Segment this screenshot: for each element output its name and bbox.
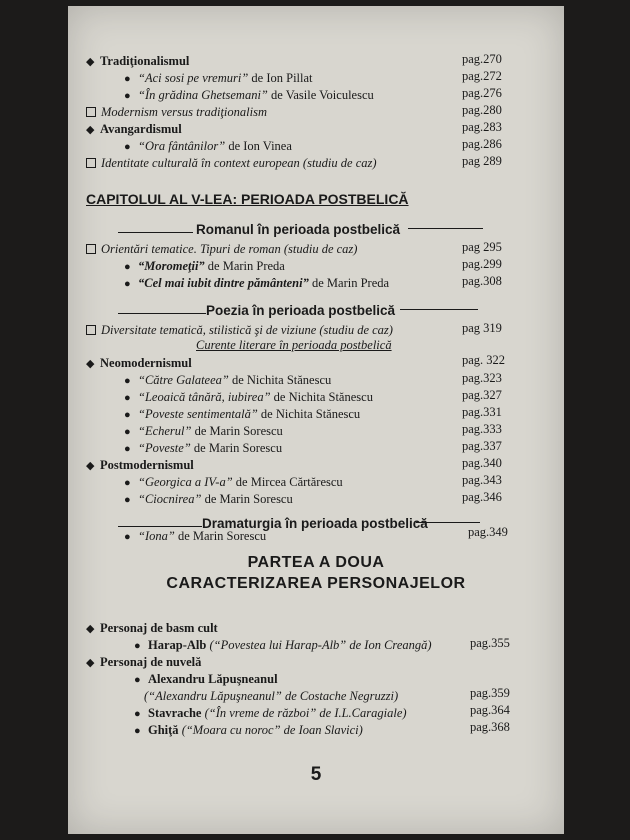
diamond-icon: ◆: [86, 358, 95, 370]
checkbox-square-icon: [86, 244, 96, 254]
subsection-heading-dramaturgia: Dramaturgia în perioada postbelică: [202, 516, 428, 531]
page-ref: pag. 322: [462, 353, 506, 367]
page-ref: pag.276: [462, 86, 502, 100]
page-ref: pag.340: [462, 456, 502, 470]
diamond-icon: ◆: [86, 657, 95, 669]
toc-curente-literare: Curente literare în perioada postbelică: [196, 338, 392, 352]
divider-line: [416, 522, 480, 523]
toc-section-neomodernismul: ◆ Neomodernismul: [86, 355, 192, 372]
page-ref: pag.270: [462, 52, 502, 66]
bullet-icon: ●: [124, 477, 131, 489]
toc-study-identitate: Identitate culturală în context european (studiu de caz): [86, 155, 377, 172]
toc-section-traditionalismul: ◆ Tradiţionalismul: [86, 53, 189, 70]
bullet-icon: ●: [124, 73, 131, 85]
toc-entry-georgica: ● “Georgica a IV-a” de Mircea Cărtărescu: [124, 474, 343, 491]
toc-entry-gradina: ● “În grădina Ghetsemani” de Vasile Voiculescu: [124, 87, 374, 104]
toc-entry-leoaica: ● “Leoaică tânără, iubirea” de Nichita Stănescu: [124, 389, 373, 406]
toc-entry-echerul: ● “Echerul” de Marin Sorescu: [124, 423, 283, 440]
page-ref: pag.359: [470, 686, 510, 700]
subsection-heading-poezia: Poezia în perioada postbelică: [206, 303, 396, 318]
toc-entry-lapusneanul: ● Alexandru Lăpuşneanul: [134, 671, 278, 688]
page-number: 5: [310, 764, 322, 785]
bullet-icon: ●: [124, 261, 131, 273]
page-ref: pag.368: [470, 720, 510, 734]
diamond-icon: ◆: [86, 56, 95, 68]
toc-entry-iona: ● “Iona” de Marin Sorescu: [124, 528, 266, 545]
toc-entry-morometii: ● “Moromeţii” de Marin Preda: [124, 258, 285, 275]
diamond-icon: ◆: [86, 623, 95, 635]
part-heading-line1: PARTEA A DOUA: [247, 554, 385, 571]
diamond-icon: ◆: [86, 124, 95, 136]
bullet-icon: ●: [124, 426, 131, 438]
page-ref: pag.333: [462, 422, 502, 436]
page-ref: pag.323: [462, 371, 502, 385]
page-ref: pag.364: [470, 703, 510, 717]
toc-study-modernism: Modernism versus tradiţionalism: [86, 104, 267, 121]
toc-section-postmodernismul: ◆ Postmodernismul: [86, 457, 194, 474]
page-ref: pag.327: [462, 388, 502, 402]
toc-study-diversitate: Diversitate tematică, stilistică şi de viziune (studiu de caz): [86, 322, 393, 339]
bullet-icon: ●: [124, 141, 131, 153]
checkbox-square-icon: [86, 325, 96, 335]
bullet-icon: ●: [134, 725, 141, 737]
bullet-icon: ●: [124, 375, 131, 387]
page-ref: pag.299: [462, 257, 502, 271]
chapter-heading: CAPITOLUL AL V-LEA: PERIOADA POSTBELICĂ: [86, 191, 409, 207]
bullet-icon: ●: [124, 278, 131, 290]
toc-entry-aci-sosi: ● “Aci sosi pe vremuri” de Ion Pillat: [124, 70, 313, 87]
bullet-icon: ●: [124, 392, 131, 404]
page-ref: pag.272: [462, 69, 502, 83]
divider-line: [118, 313, 206, 314]
part-heading-line2: CARACTERIZAREA PERSONAJELOR: [166, 575, 466, 592]
bullet-icon: ●: [124, 409, 131, 421]
subsection-heading-roman: Romanul în perioada postbelică: [196, 222, 401, 237]
page-ref: pag.337: [462, 439, 502, 453]
toc-entry-poveste-sentimentala: ● “Poveste sentimentală” de Nichita Stănescu: [124, 406, 360, 423]
page-ref: pag.346: [462, 490, 502, 504]
divider-line: [118, 232, 193, 233]
toc-entry-cel-mai-iubit: ● “Cel mai iubit dintre pământeni” de Marin Preda: [124, 275, 389, 292]
toc-entry-ciocnirea: ● “Ciocnirea” de Marin Sorescu: [124, 491, 293, 508]
page-ref: pag 319: [462, 321, 502, 335]
toc-section-personaj-basm: ◆ Personaj de basm cult: [86, 620, 218, 637]
bullet-icon: ●: [134, 640, 141, 652]
toc-entry-harap-alb: ● Harap-Alb (“Povestea lui Harap-Alb” de Ion Creangă): [134, 637, 432, 654]
page-ref: pag.283: [462, 120, 502, 134]
page-ref: pag.331: [462, 405, 502, 419]
bullet-icon: ●: [124, 443, 131, 455]
bullet-icon: ●: [124, 90, 131, 102]
toc-section-avangardismul: ◆ Avangardismul: [86, 121, 182, 138]
toc-entry-lapusneanul-source: (“Alexandru Lăpuşneanul” de Costache Negruzzi): [144, 689, 399, 703]
page-ref: pag.343: [462, 473, 502, 487]
toc-entry-catre-galateea: ● “Către Galateea” de Nichita Stănescu: [124, 372, 331, 389]
toc-entry-ora: ● “Ora fântânilor” de Ion Vinea: [124, 138, 292, 155]
divider-line: [118, 526, 202, 527]
book-page: [68, 6, 564, 834]
toc-entry-stavrache: ● Stavrache (“În vreme de război” de I.L.Caragiale): [134, 705, 407, 722]
divider-line: [408, 228, 483, 229]
page-ref: pag.349: [468, 525, 508, 539]
divider-line: [400, 309, 478, 310]
toc-study-orientari: Orientări tematice. Tipuri de roman (studiu de caz): [86, 241, 357, 258]
toc-entry-poveste: ● “Poveste” de Marin Sorescu: [124, 440, 282, 457]
page-ref: pag 295: [462, 240, 502, 254]
page-ref: pag.280: [462, 103, 502, 117]
checkbox-square-icon: [86, 158, 96, 168]
toc-section-personaj-nuvela: ◆ Personaj de nuvelă: [86, 654, 201, 671]
page-ref: pag.286: [462, 137, 502, 151]
bullet-icon: ●: [134, 708, 141, 720]
diamond-icon: ◆: [86, 460, 95, 472]
toc-entry-ghita: ● Ghiţă (“Moara cu noroc” de Ioan Slavici): [134, 722, 363, 739]
bullet-icon: ●: [124, 494, 131, 506]
page-ref: pag.355: [470, 636, 510, 650]
page-ref: pag.308: [462, 274, 502, 288]
bullet-icon: ●: [124, 531, 131, 543]
page-ref: pag 289: [462, 154, 502, 168]
bullet-icon: ●: [134, 674, 141, 686]
checkbox-square-icon: [86, 107, 96, 117]
